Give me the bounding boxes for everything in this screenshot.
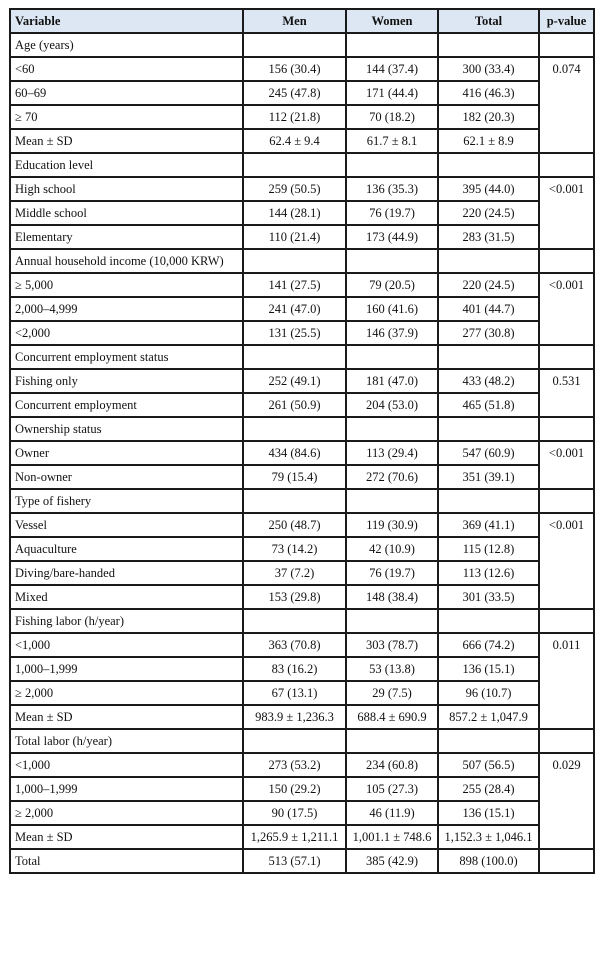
col-header-variable: Variable: [10, 9, 243, 33]
cell-women: 113 (29.4): [346, 441, 438, 465]
cell-women: 204 (53.0): [346, 393, 438, 417]
cell-women: 70 (18.2): [346, 105, 438, 129]
cell-p-value: <0.001: [539, 273, 594, 345]
table-row: [10, 177, 594, 201]
cell-women: 272 (70.6): [346, 465, 438, 489]
row-label: ≥ 5,000: [10, 273, 243, 297]
table-row: [10, 681, 594, 705]
cell-total: 62.1 ± 8.9: [438, 129, 539, 153]
section-title: Ownership status: [10, 417, 243, 441]
cell-men: 67 (13.1): [243, 681, 346, 705]
row-label: 2,000–4,999: [10, 297, 243, 321]
section-header-row: [10, 33, 594, 57]
table-row: [10, 393, 594, 417]
cell-p-value: <0.001: [539, 513, 594, 609]
cell-total: 395 (44.0): [438, 177, 539, 201]
empty-cell: [438, 729, 539, 753]
section-header-row: [10, 345, 594, 369]
empty-cell: [346, 153, 438, 177]
cell-p-value: 0.531: [539, 369, 594, 417]
cell-men: 112 (21.8): [243, 105, 346, 129]
empty-cell: [539, 249, 594, 273]
row-label: Mean ± SD: [10, 825, 243, 849]
cell-total: 283 (31.5): [438, 225, 539, 249]
data-table-container: [9, 8, 593, 874]
demographics-table: [9, 8, 595, 874]
cell-p-value: 0.011: [539, 633, 594, 729]
row-label: High school: [10, 177, 243, 201]
empty-cell: [539, 33, 594, 57]
cell-men: 434 (84.6): [243, 441, 346, 465]
cell-women: 136 (35.3): [346, 177, 438, 201]
cell-p-value: 0.029: [539, 753, 594, 849]
row-label: Mean ± SD: [10, 705, 243, 729]
empty-cell: [346, 249, 438, 273]
cell-women: 160 (41.6): [346, 297, 438, 321]
cell-men: 273 (53.2): [243, 753, 346, 777]
row-label: <1,000: [10, 753, 243, 777]
cell-women: 1,001.1 ± 748.6: [346, 825, 438, 849]
empty-cell: [243, 249, 346, 273]
cell-women: 119 (30.9): [346, 513, 438, 537]
table-row: [10, 225, 594, 249]
cell-men: 79 (15.4): [243, 465, 346, 489]
header-row: [10, 9, 594, 33]
section-title: Education level: [10, 153, 243, 177]
cell-men: 110 (21.4): [243, 225, 346, 249]
row-label: ≥ 70: [10, 105, 243, 129]
cell-men: 62.4 ± 9.4: [243, 129, 346, 153]
table-body: [10, 33, 594, 873]
cell-women: 146 (37.9): [346, 321, 438, 345]
empty-cell: [438, 33, 539, 57]
table-row: [10, 465, 594, 489]
empty-cell: [243, 609, 346, 633]
cell-men: 144 (28.1): [243, 201, 346, 225]
table-row: [10, 441, 594, 465]
cell-men: 131 (25.5): [243, 321, 346, 345]
table-row: [10, 777, 594, 801]
cell-men: 156 (30.4): [243, 57, 346, 81]
cell-women: 173 (44.9): [346, 225, 438, 249]
cell-women: 171 (44.4): [346, 81, 438, 105]
cell-women: 29 (7.5): [346, 681, 438, 705]
row-label: Non-owner: [10, 465, 243, 489]
cell-total: 220 (24.5): [438, 201, 539, 225]
row-label: <60: [10, 57, 243, 81]
empty-cell: [539, 849, 594, 873]
cell-men: 363 (70.8): [243, 633, 346, 657]
cell-total: 136 (15.1): [438, 657, 539, 681]
cell-men: 83 (16.2): [243, 657, 346, 681]
table-row: [10, 561, 594, 585]
empty-cell: [438, 345, 539, 369]
empty-cell: [346, 489, 438, 513]
cell-women: 53 (13.8): [346, 657, 438, 681]
cell-men: 150 (29.2): [243, 777, 346, 801]
empty-cell: [243, 33, 346, 57]
row-label: Middle school: [10, 201, 243, 225]
cell-women: 79 (20.5): [346, 273, 438, 297]
col-header-women: Women: [346, 9, 438, 33]
section-title: Fishing labor (h/year): [10, 609, 243, 633]
cell-total: 433 (48.2): [438, 369, 539, 393]
cell-total: 301 (33.5): [438, 585, 539, 609]
empty-cell: [438, 609, 539, 633]
empty-cell: [438, 417, 539, 441]
row-label: Owner: [10, 441, 243, 465]
cell-total: 1,152.3 ± 1,046.1: [438, 825, 539, 849]
cell-men: 1,265.9 ± 1,211.1: [243, 825, 346, 849]
section-title: Annual household income (10,000 KRW): [10, 249, 243, 273]
cell-women: 385 (42.9): [346, 849, 438, 873]
section-header-row: [10, 249, 594, 273]
empty-cell: [243, 729, 346, 753]
cell-women: 234 (60.8): [346, 753, 438, 777]
row-label: 60–69: [10, 81, 243, 105]
table-row: [10, 297, 594, 321]
cell-total: 255 (28.4): [438, 777, 539, 801]
table-row: [10, 369, 594, 393]
cell-men: 513 (57.1): [243, 849, 346, 873]
cell-total: 113 (12.6): [438, 561, 539, 585]
cell-total: 898 (100.0): [438, 849, 539, 873]
table-row: [10, 201, 594, 225]
cell-women: 688.4 ± 690.9: [346, 705, 438, 729]
col-header-p-value: p-value: [539, 9, 594, 33]
cell-total: 277 (30.8): [438, 321, 539, 345]
row-label: Total: [10, 849, 243, 873]
table-row: [10, 825, 594, 849]
cell-men: 90 (17.5): [243, 801, 346, 825]
empty-cell: [243, 489, 346, 513]
section-title: Concurrent employment status: [10, 345, 243, 369]
cell-women: 76 (19.7): [346, 561, 438, 585]
table-row: [10, 657, 594, 681]
cell-total: 220 (24.5): [438, 273, 539, 297]
cell-men: 250 (48.7): [243, 513, 346, 537]
empty-cell: [346, 729, 438, 753]
table-row: [10, 513, 594, 537]
section-title: Total labor (h/year): [10, 729, 243, 753]
cell-women: 144 (37.4): [346, 57, 438, 81]
section-header-row: [10, 417, 594, 441]
cell-men: 245 (47.8): [243, 81, 346, 105]
cell-total: 666 (74.2): [438, 633, 539, 657]
row-label: <2,000: [10, 321, 243, 345]
cell-total: 136 (15.1): [438, 801, 539, 825]
cell-total: 857.2 ± 1,047.9: [438, 705, 539, 729]
row-label: Diving/bare-handed: [10, 561, 243, 585]
cell-women: 42 (10.9): [346, 537, 438, 561]
empty-cell: [243, 345, 346, 369]
cell-women: 46 (11.9): [346, 801, 438, 825]
row-label: ≥ 2,000: [10, 681, 243, 705]
empty-cell: [346, 33, 438, 57]
cell-men: 141 (27.5): [243, 273, 346, 297]
row-label: 1,000–1,999: [10, 777, 243, 801]
cell-men: 73 (14.2): [243, 537, 346, 561]
table-row: [10, 705, 594, 729]
row-label: Concurrent employment: [10, 393, 243, 417]
cell-men: 153 (29.8): [243, 585, 346, 609]
section-header-row: [10, 609, 594, 633]
table-row: [10, 321, 594, 345]
row-label: Vessel: [10, 513, 243, 537]
cell-women: 148 (38.4): [346, 585, 438, 609]
table-row: [10, 585, 594, 609]
table-row: [10, 81, 594, 105]
empty-cell: [243, 153, 346, 177]
empty-cell: [346, 417, 438, 441]
cell-p-value: <0.001: [539, 441, 594, 489]
empty-cell: [539, 417, 594, 441]
total-row: [10, 849, 594, 873]
cell-women: 61.7 ± 8.1: [346, 129, 438, 153]
cell-total: 96 (10.7): [438, 681, 539, 705]
empty-cell: [539, 153, 594, 177]
cell-men: 261 (50.9): [243, 393, 346, 417]
cell-total: 182 (20.3): [438, 105, 539, 129]
row-label: Elementary: [10, 225, 243, 249]
col-header-men: Men: [243, 9, 346, 33]
cell-p-value: 0.074: [539, 57, 594, 153]
empty-cell: [346, 609, 438, 633]
cell-men: 259 (50.5): [243, 177, 346, 201]
cell-total: 401 (44.7): [438, 297, 539, 321]
col-header-total: Total: [438, 9, 539, 33]
empty-cell: [539, 489, 594, 513]
empty-cell: [539, 729, 594, 753]
cell-total: 369 (41.1): [438, 513, 539, 537]
section-header-row: [10, 489, 594, 513]
empty-cell: [539, 609, 594, 633]
cell-men: 37 (7.2): [243, 561, 346, 585]
cell-women: 303 (78.7): [346, 633, 438, 657]
row-label: Fishing only: [10, 369, 243, 393]
section-title: Type of fishery: [10, 489, 243, 513]
cell-total: 547 (60.9): [438, 441, 539, 465]
cell-total: 115 (12.8): [438, 537, 539, 561]
row-label: Mean ± SD: [10, 129, 243, 153]
empty-cell: [438, 249, 539, 273]
section-title: Age (years): [10, 33, 243, 57]
row-label: ≥ 2,000: [10, 801, 243, 825]
cell-men: 241 (47.0): [243, 297, 346, 321]
table-row: [10, 273, 594, 297]
empty-cell: [346, 345, 438, 369]
empty-cell: [438, 489, 539, 513]
cell-men: 983.9 ± 1,236.3: [243, 705, 346, 729]
empty-cell: [539, 345, 594, 369]
table-row: [10, 801, 594, 825]
cell-total: 416 (46.3): [438, 81, 539, 105]
cell-total: 465 (51.8): [438, 393, 539, 417]
cell-women: 76 (19.7): [346, 201, 438, 225]
cell-women: 105 (27.3): [346, 777, 438, 801]
table-row: [10, 105, 594, 129]
empty-cell: [243, 417, 346, 441]
cell-p-value: <0.001: [539, 177, 594, 249]
table-row: [10, 753, 594, 777]
table-row: [10, 537, 594, 561]
cell-women: 181 (47.0): [346, 369, 438, 393]
row-label: 1,000–1,999: [10, 657, 243, 681]
section-header-row: [10, 729, 594, 753]
row-label: Aquaculture: [10, 537, 243, 561]
table-row: [10, 129, 594, 153]
table-row: [10, 633, 594, 657]
section-header-row: [10, 153, 594, 177]
row-label: Mixed: [10, 585, 243, 609]
cell-men: 252 (49.1): [243, 369, 346, 393]
cell-total: 507 (56.5): [438, 753, 539, 777]
empty-cell: [438, 153, 539, 177]
row-label: <1,000: [10, 633, 243, 657]
table-row: [10, 57, 594, 81]
cell-total: 300 (33.4): [438, 57, 539, 81]
cell-total: 351 (39.1): [438, 465, 539, 489]
